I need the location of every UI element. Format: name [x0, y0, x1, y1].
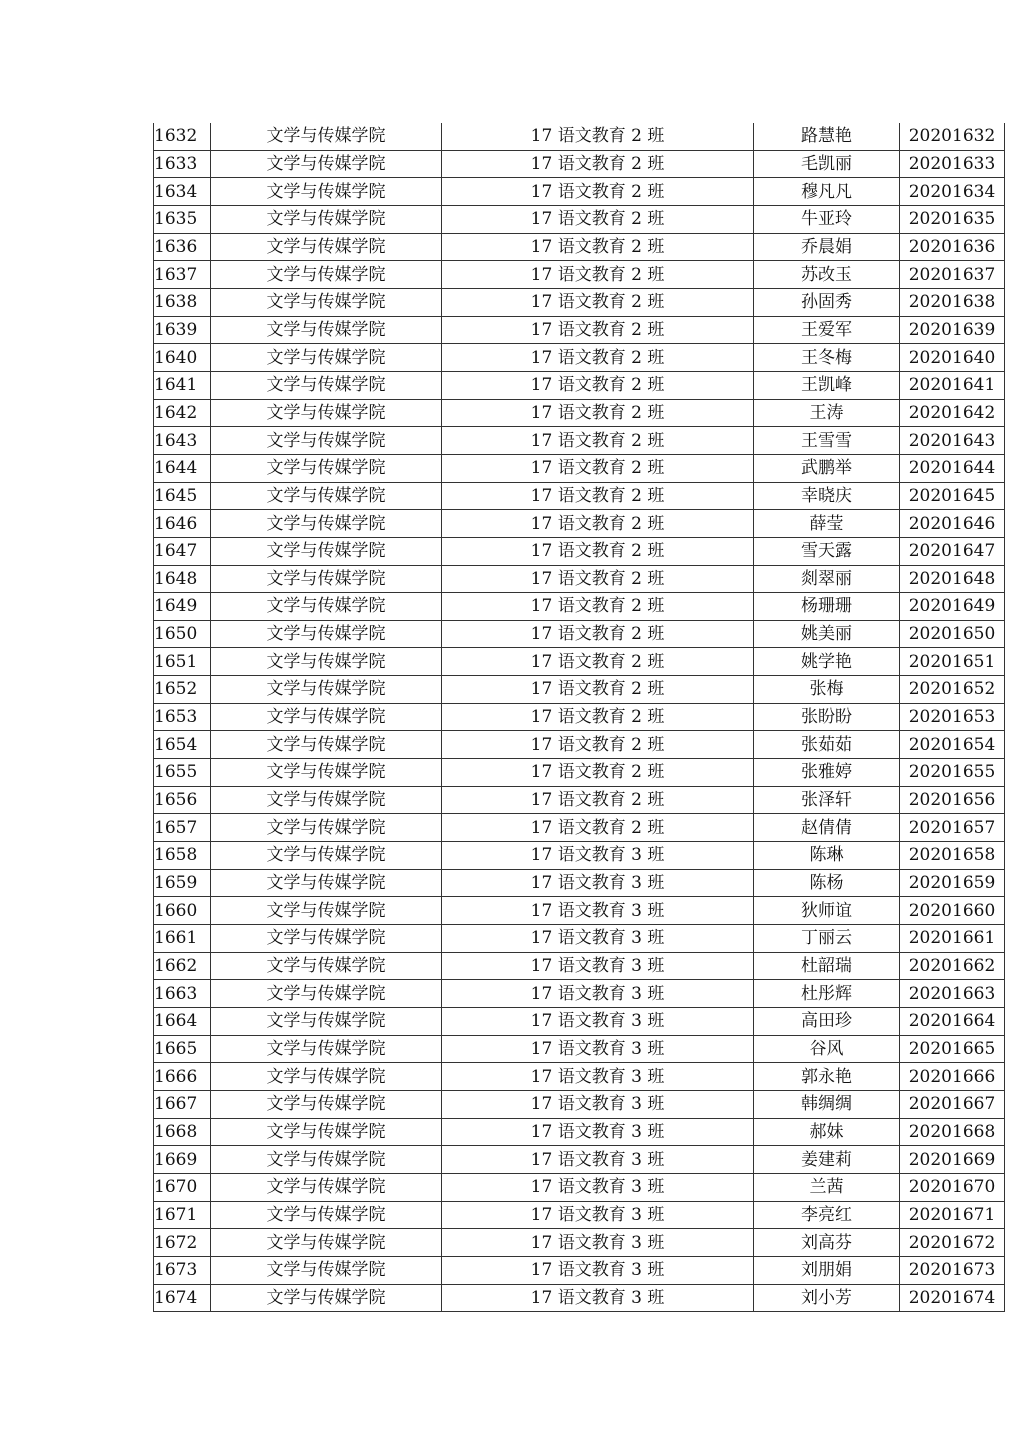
table-row: [154, 1063, 1005, 1091]
student-id-cell: 20201635: [900, 205, 1005, 233]
student-id-cell: 20201647: [900, 537, 1005, 565]
student-id-cell: 20201632: [900, 123, 1005, 150]
row-number-cell: 1669: [154, 1146, 211, 1174]
table-row: [154, 648, 1005, 676]
table-row: [154, 205, 1005, 233]
class-cell: 17 语文教育 2 班: [442, 316, 754, 344]
row-number-cell: 1652: [154, 676, 211, 704]
college-cell: 文学与传媒学院: [211, 123, 442, 150]
student-id-cell: 20201649: [900, 593, 1005, 621]
student-name-cell: 雪天露: [754, 537, 900, 565]
row-number-cell: 1646: [154, 510, 211, 538]
row-number-cell: 1644: [154, 454, 211, 482]
class-cell: 17 语文教育 2 班: [442, 399, 754, 427]
college-cell: 文学与传媒学院: [211, 786, 442, 814]
student-name-cell: 苏改玉: [754, 261, 900, 289]
class-cell: 17 语文教育 3 班: [442, 1008, 754, 1036]
student-name-cell: 牛亚玲: [754, 205, 900, 233]
row-number-cell: 1645: [154, 482, 211, 510]
student-id-cell: 20201644: [900, 454, 1005, 482]
row-number-cell: 1670: [154, 1173, 211, 1201]
row-number-cell: 1642: [154, 399, 211, 427]
college-cell: 文学与传媒学院: [211, 482, 442, 510]
college-cell: 文学与传媒学院: [211, 869, 442, 897]
class-cell: 17 语文教育 2 班: [442, 786, 754, 814]
table-row: [154, 952, 1005, 980]
student-id-cell: 20201641: [900, 371, 1005, 399]
table-row: [154, 123, 1005, 150]
table-row: [154, 288, 1005, 316]
student-id-cell: 20201660: [900, 897, 1005, 925]
student-name-cell: 刘朋娟: [754, 1256, 900, 1284]
class-cell: 17 语文教育 2 班: [442, 759, 754, 787]
student-name-cell: 王凯峰: [754, 371, 900, 399]
table-row: [154, 980, 1005, 1008]
college-cell: 文学与传媒学院: [211, 980, 442, 1008]
class-cell: 17 语文教育 3 班: [442, 869, 754, 897]
class-cell: 17 语文教育 2 班: [442, 703, 754, 731]
college-cell: 文学与传媒学院: [211, 371, 442, 399]
student-id-cell: 20201672: [900, 1229, 1005, 1257]
college-cell: 文学与传媒学院: [211, 150, 442, 178]
row-number-cell: 1662: [154, 952, 211, 980]
table-row: [154, 869, 1005, 897]
table-row: [154, 925, 1005, 953]
roster-table-body: [154, 123, 1005, 1312]
class-cell: 17 语文教育 2 班: [442, 676, 754, 704]
row-number-cell: 1638: [154, 288, 211, 316]
table-row: [154, 703, 1005, 731]
student-name-cell: 丁丽云: [754, 925, 900, 953]
student-name-cell: 王爱军: [754, 316, 900, 344]
class-cell: 17 语文教育 2 班: [442, 178, 754, 206]
student-id-cell: 20201642: [900, 399, 1005, 427]
student-id-cell: 20201643: [900, 427, 1005, 455]
class-cell: 17 语文教育 2 班: [442, 731, 754, 759]
row-number-cell: 1660: [154, 897, 211, 925]
class-cell: 17 语文教育 2 班: [442, 288, 754, 316]
row-number-cell: 1648: [154, 565, 211, 593]
student-id-cell: 20201662: [900, 952, 1005, 980]
class-cell: 17 语文教育 2 班: [442, 454, 754, 482]
student-id-cell: 20201670: [900, 1173, 1005, 1201]
student-name-cell: 兰茜: [754, 1173, 900, 1201]
row-number-cell: 1655: [154, 759, 211, 787]
student-name-cell: 李亮红: [754, 1201, 900, 1229]
student-name-cell: 毛凯丽: [754, 150, 900, 178]
row-number-cell: 1650: [154, 620, 211, 648]
class-cell: 17 语文教育 2 班: [442, 205, 754, 233]
college-cell: 文学与传媒学院: [211, 565, 442, 593]
student-id-cell: 20201658: [900, 842, 1005, 870]
college-cell: 文学与传媒学院: [211, 925, 442, 953]
student-name-cell: 孙固秀: [754, 288, 900, 316]
row-number-cell: 1673: [154, 1256, 211, 1284]
row-number-cell: 1641: [154, 371, 211, 399]
class-cell: 17 语文教育 2 班: [442, 427, 754, 455]
student-id-cell: 20201668: [900, 1118, 1005, 1146]
table-row: [154, 371, 1005, 399]
class-cell: 17 语文教育 2 班: [442, 565, 754, 593]
class-cell: 17 语文教育 3 班: [442, 925, 754, 953]
college-cell: 文学与传媒学院: [211, 593, 442, 621]
student-id-cell: 20201666: [900, 1063, 1005, 1091]
class-cell: 17 语文教育 2 班: [442, 261, 754, 289]
college-cell: 文学与传媒学院: [211, 454, 442, 482]
table-row: [154, 1229, 1005, 1257]
student-name-cell: 韩绸绸: [754, 1090, 900, 1118]
student-name-cell: 狄师谊: [754, 897, 900, 925]
college-cell: 文学与传媒学院: [211, 1035, 442, 1063]
row-number-cell: 1635: [154, 205, 211, 233]
row-number-cell: 1636: [154, 233, 211, 261]
student-id-cell: 20201652: [900, 676, 1005, 704]
student-name-cell: 姚学艳: [754, 648, 900, 676]
table-row: [154, 1008, 1005, 1036]
row-number-cell: 1633: [154, 150, 211, 178]
row-number-cell: 1639: [154, 316, 211, 344]
college-cell: 文学与传媒学院: [211, 1146, 442, 1174]
student-id-cell: 20201669: [900, 1146, 1005, 1174]
table-row: [154, 842, 1005, 870]
student-name-cell: 姚美丽: [754, 620, 900, 648]
student-id-cell: 20201648: [900, 565, 1005, 593]
student-id-cell: 20201673: [900, 1256, 1005, 1284]
student-id-cell: 20201633: [900, 150, 1005, 178]
student-name-cell: 郭永艳: [754, 1063, 900, 1091]
row-number-cell: 1654: [154, 731, 211, 759]
class-cell: 17 语文教育 2 班: [442, 510, 754, 538]
college-cell: 文学与传媒学院: [211, 205, 442, 233]
student-name-cell: 姜建莉: [754, 1146, 900, 1174]
student-id-cell: 20201645: [900, 482, 1005, 510]
row-number-cell: 1657: [154, 814, 211, 842]
student-roster-table: [153, 123, 1005, 1312]
student-name-cell: 高田珍: [754, 1008, 900, 1036]
college-cell: 文学与传媒学院: [211, 1008, 442, 1036]
row-number-cell: 1658: [154, 842, 211, 870]
student-name-cell: 杜韶瑞: [754, 952, 900, 980]
class-cell: 17 语文教育 3 班: [442, 1146, 754, 1174]
student-name-cell: 刘高芬: [754, 1229, 900, 1257]
student-id-cell: 20201654: [900, 731, 1005, 759]
row-number-cell: 1671: [154, 1201, 211, 1229]
student-id-cell: 20201665: [900, 1035, 1005, 1063]
college-cell: 文学与传媒学院: [211, 427, 442, 455]
row-number-cell: 1637: [154, 261, 211, 289]
student-id-cell: 20201656: [900, 786, 1005, 814]
student-id-cell: 20201659: [900, 869, 1005, 897]
table-row: [154, 537, 1005, 565]
class-cell: 17 语文教育 2 班: [442, 233, 754, 261]
college-cell: 文学与传媒学院: [211, 1256, 442, 1284]
student-id-cell: 20201655: [900, 759, 1005, 787]
student-name-cell: 薛莹: [754, 510, 900, 538]
student-name-cell: 乔晨娟: [754, 233, 900, 261]
college-cell: 文学与传媒学院: [211, 842, 442, 870]
table-row: [154, 233, 1005, 261]
class-cell: 17 语文教育 2 班: [442, 593, 754, 621]
college-cell: 文学与传媒学院: [211, 1090, 442, 1118]
college-cell: 文学与传媒学院: [211, 1229, 442, 1257]
student-id-cell: 20201639: [900, 316, 1005, 344]
table-row: [154, 1284, 1005, 1312]
college-cell: 文学与传媒学院: [211, 178, 442, 206]
class-cell: 17 语文教育 2 班: [442, 482, 754, 510]
college-cell: 文学与传媒学院: [211, 1118, 442, 1146]
row-number-cell: 1632: [154, 123, 211, 150]
table-row: [154, 1118, 1005, 1146]
college-cell: 文学与传媒学院: [211, 759, 442, 787]
row-number-cell: 1643: [154, 427, 211, 455]
table-row: [154, 261, 1005, 289]
student-id-cell: 20201671: [900, 1201, 1005, 1229]
class-cell: 17 语文教育 3 班: [442, 1201, 754, 1229]
table-row: [154, 399, 1005, 427]
row-number-cell: 1656: [154, 786, 211, 814]
row-number-cell: 1640: [154, 344, 211, 372]
row-number-cell: 1649: [154, 593, 211, 621]
table-row: [154, 427, 1005, 455]
college-cell: 文学与传媒学院: [211, 952, 442, 980]
table-row: [154, 454, 1005, 482]
student-id-cell: 20201636: [900, 233, 1005, 261]
student-name-cell: 赵倩倩: [754, 814, 900, 842]
college-cell: 文学与传媒学院: [211, 1063, 442, 1091]
table-row: [154, 178, 1005, 206]
table-row: [154, 1146, 1005, 1174]
class-cell: 17 语文教育 3 班: [442, 1173, 754, 1201]
table-row: [154, 150, 1005, 178]
table-row: [154, 344, 1005, 372]
table-row: [154, 1173, 1005, 1201]
table-row: [154, 565, 1005, 593]
student-name-cell: 路慧艳: [754, 123, 900, 150]
table-row: [154, 1090, 1005, 1118]
class-cell: 17 语文教育 2 班: [442, 814, 754, 842]
class-cell: 17 语文教育 2 班: [442, 620, 754, 648]
student-name-cell: 张茹茹: [754, 731, 900, 759]
class-cell: 17 语文教育 3 班: [442, 897, 754, 925]
table-row: [154, 759, 1005, 787]
table-row: [154, 786, 1005, 814]
class-cell: 17 语文教育 2 班: [442, 537, 754, 565]
student-name-cell: 张雅婷: [754, 759, 900, 787]
table-row: [154, 1035, 1005, 1063]
college-cell: 文学与传媒学院: [211, 537, 442, 565]
class-cell: 17 语文教育 2 班: [442, 344, 754, 372]
class-cell: 17 语文教育 3 班: [442, 1256, 754, 1284]
class-cell: 17 语文教育 3 班: [442, 1229, 754, 1257]
student-id-cell: 20201634: [900, 178, 1005, 206]
row-number-cell: 1667: [154, 1090, 211, 1118]
student-name-cell: 杨珊珊: [754, 593, 900, 621]
college-cell: 文学与传媒学院: [211, 233, 442, 261]
student-name-cell: 陈琳: [754, 842, 900, 870]
student-id-cell: 20201638: [900, 288, 1005, 316]
row-number-cell: 1672: [154, 1229, 211, 1257]
student-name-cell: 郝妹: [754, 1118, 900, 1146]
class-cell: 17 语文教育 3 班: [442, 1090, 754, 1118]
student-name-cell: 武鹏举: [754, 454, 900, 482]
row-number-cell: 1666: [154, 1063, 211, 1091]
table-row: [154, 897, 1005, 925]
row-number-cell: 1661: [154, 925, 211, 953]
table-row: [154, 316, 1005, 344]
class-cell: 17 语文教育 3 班: [442, 1284, 754, 1312]
row-number-cell: 1634: [154, 178, 211, 206]
class-cell: 17 语文教育 3 班: [442, 842, 754, 870]
student-id-cell: 20201664: [900, 1008, 1005, 1036]
college-cell: 文学与传媒学院: [211, 1284, 442, 1312]
student-id-cell: 20201657: [900, 814, 1005, 842]
college-cell: 文学与传媒学院: [211, 676, 442, 704]
student-id-cell: 20201667: [900, 1090, 1005, 1118]
class-cell: 17 语文教育 2 班: [442, 648, 754, 676]
student-id-cell: 20201640: [900, 344, 1005, 372]
row-number-cell: 1674: [154, 1284, 211, 1312]
row-number-cell: 1664: [154, 1008, 211, 1036]
class-cell: 17 语文教育 3 班: [442, 1063, 754, 1091]
college-cell: 文学与传媒学院: [211, 1173, 442, 1201]
student-id-cell: 20201661: [900, 925, 1005, 953]
college-cell: 文学与传媒学院: [211, 703, 442, 731]
student-name-cell: 张盼盼: [754, 703, 900, 731]
table-row: [154, 510, 1005, 538]
student-id-cell: 20201663: [900, 980, 1005, 1008]
college-cell: 文学与传媒学院: [211, 814, 442, 842]
table-row: [154, 1201, 1005, 1229]
table-row: [154, 814, 1005, 842]
student-name-cell: 王冬梅: [754, 344, 900, 372]
college-cell: 文学与传媒学院: [211, 620, 442, 648]
college-cell: 文学与传媒学院: [211, 399, 442, 427]
college-cell: 文学与传媒学院: [211, 731, 442, 759]
college-cell: 文学与传媒学院: [211, 510, 442, 538]
college-cell: 文学与传媒学院: [211, 344, 442, 372]
student-id-cell: 20201653: [900, 703, 1005, 731]
student-id-cell: 20201651: [900, 648, 1005, 676]
class-cell: 17 语文教育 2 班: [442, 150, 754, 178]
student-name-cell: 杜彤辉: [754, 980, 900, 1008]
table-row: [154, 1256, 1005, 1284]
row-number-cell: 1651: [154, 648, 211, 676]
student-name-cell: 王雪雪: [754, 427, 900, 455]
row-number-cell: 1653: [154, 703, 211, 731]
student-name-cell: 剡翠丽: [754, 565, 900, 593]
student-name-cell: 陈杨: [754, 869, 900, 897]
row-number-cell: 1668: [154, 1118, 211, 1146]
college-cell: 文学与传媒学院: [211, 648, 442, 676]
student-name-cell: 刘小芳: [754, 1284, 900, 1312]
student-name-cell: 王涛: [754, 399, 900, 427]
table-row: [154, 731, 1005, 759]
class-cell: 17 语文教育 2 班: [442, 123, 754, 150]
student-name-cell: 穆凡凡: [754, 178, 900, 206]
table-row: [154, 620, 1005, 648]
class-cell: 17 语文教育 3 班: [442, 1035, 754, 1063]
class-cell: 17 语文教育 3 班: [442, 980, 754, 1008]
class-cell: 17 语文教育 3 班: [442, 952, 754, 980]
row-number-cell: 1665: [154, 1035, 211, 1063]
student-name-cell: 谷风: [754, 1035, 900, 1063]
student-name-cell: 幸晓庆: [754, 482, 900, 510]
student-id-cell: 20201674: [900, 1284, 1005, 1312]
table-row: [154, 482, 1005, 510]
college-cell: 文学与传媒学院: [211, 316, 442, 344]
row-number-cell: 1659: [154, 869, 211, 897]
student-name-cell: 张泽轩: [754, 786, 900, 814]
college-cell: 文学与传媒学院: [211, 1201, 442, 1229]
college-cell: 文学与传媒学院: [211, 897, 442, 925]
student-id-cell: 20201646: [900, 510, 1005, 538]
class-cell: 17 语文教育 3 班: [442, 1118, 754, 1146]
college-cell: 文学与传媒学院: [211, 288, 442, 316]
row-number-cell: 1663: [154, 980, 211, 1008]
student-id-cell: 20201637: [900, 261, 1005, 289]
row-number-cell: 1647: [154, 537, 211, 565]
table-row: [154, 676, 1005, 704]
college-cell: 文学与传媒学院: [211, 261, 442, 289]
student-name-cell: 张梅: [754, 676, 900, 704]
table-row: [154, 593, 1005, 621]
class-cell: 17 语文教育 2 班: [442, 371, 754, 399]
student-id-cell: 20201650: [900, 620, 1005, 648]
